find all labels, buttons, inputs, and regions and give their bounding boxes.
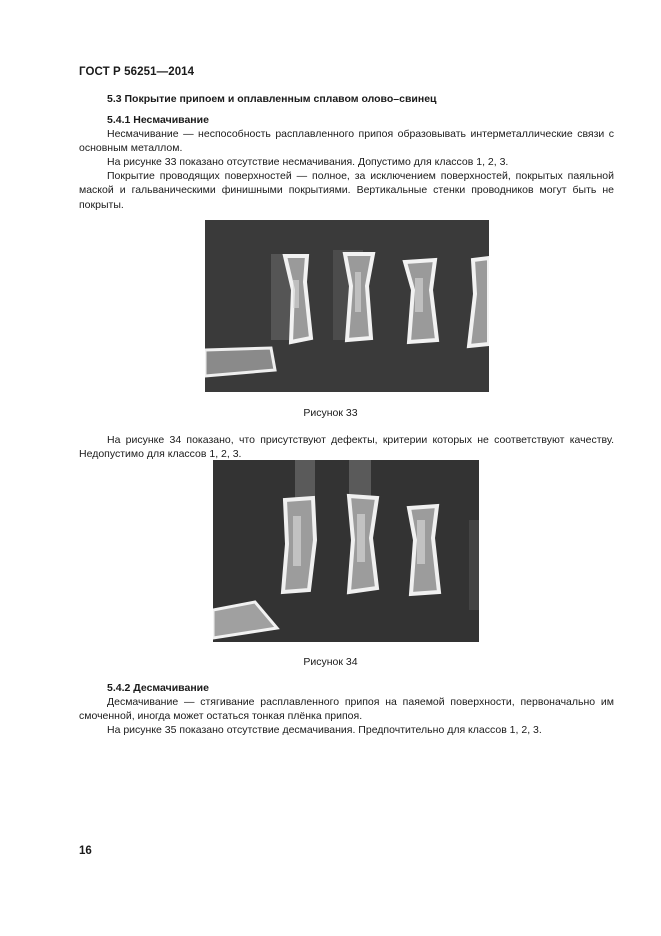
figure-34-caption: Рисунок 34 <box>303 656 358 668</box>
figure-34-photo <box>213 460 479 642</box>
document-code-header: ГОСТ Р 56251—2014 <box>79 66 195 78</box>
section-5-4-2-title: 5.4.2 Десмачивание <box>107 682 209 694</box>
section-5-4-1-title: 5.4.1 Несмачивание <box>107 114 209 126</box>
page-number: 16 <box>79 845 92 857</box>
paragraph-figure33-reference <box>79 155 614 169</box>
paragraph-figure35-reference <box>79 723 614 737</box>
paragraph-text: На рисунке 33 показано отсутствие несмачивания. Допустимо для классов 1, 2, 3. <box>107 156 509 168</box>
paragraph-figure34-reference <box>79 433 614 462</box>
paragraph-text: На рисунке 35 показано отсутствие десмачивания. Предпочтительно для классов 1, 2, 3. <box>107 724 542 736</box>
section-5-3-title: 5.3 Покрытие припоем и оплавленным сплавом олово–свинец <box>107 93 437 105</box>
paragraph-dewetting-definition <box>79 695 614 724</box>
paragraph-nonwetting-definition <box>79 127 614 156</box>
paragraph-text: Несмачивание — неспособность расплавленного припоя образовывать интерметаллические связи с основным металлом. <box>79 128 614 155</box>
paragraph-coverage <box>79 169 614 212</box>
figure-33-caption: Рисунок 33 <box>303 407 358 419</box>
paragraph-text: Покрытие проводящих поверхностей — полное, за исключением поверхностей, покрытых паяльной маской и гальваническими финишными покрытиями. Вертикальные стенки проводников могут быть не покрыты. <box>79 170 614 211</box>
figure-33-photo <box>205 220 489 392</box>
paragraph-text: Десмачивание — стягивание расплавленного припоя на паяемой поверхности, первоначально им смоченной, иногда может остаться тонкая плёнка припоя. <box>79 696 614 723</box>
paragraph-text: На рисунке 34 показано, что присутствуют дефекты, критерии которых не соответствуют качеству. Недопустимо для классов 1, 2, 3. <box>79 434 614 461</box>
